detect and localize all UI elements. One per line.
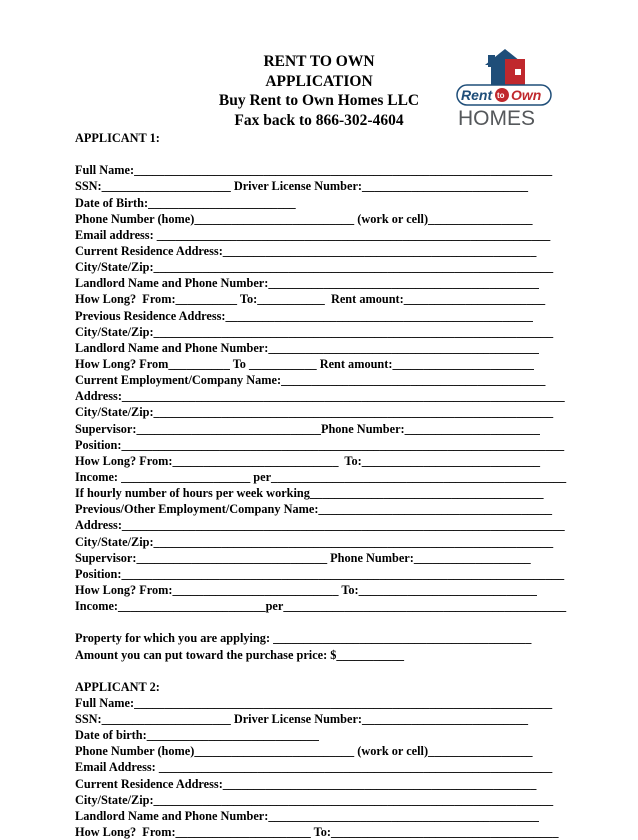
logo-text-own: Own — [511, 87, 542, 103]
a1-supervisor-field[interactable]: Supervisor:______________________________Phone Number:______________________ — [75, 421, 540, 436]
applicant-2-heading: APPLICANT 2: — [75, 679, 160, 694]
a1-prev-emp-address-field[interactable]: Address:________________________________________________________________________ — [75, 518, 565, 533]
a1-emp-address-field[interactable]: Address:________________________________________________________________________ — [75, 389, 565, 404]
a1-landlord-field[interactable]: Landlord Name and Phone Number:____________________________________________ — [75, 276, 539, 291]
a1-ssn-license-field[interactable]: SSN:_____________________ Driver License Number:___________________________ — [75, 179, 529, 194]
fax-number: Fax back to 866-302-4604 — [234, 111, 404, 129]
property-field[interactable]: Property for which you are applying: __________________________________________ — [75, 631, 532, 646]
a1-previous-address-field[interactable]: Previous Residence Address:__________________________________________________ — [75, 308, 533, 323]
a1-emp-city-state-zip-field[interactable]: City/State/Zip:_________________________________________________________________ — [75, 405, 554, 420]
applicant-1-heading: APPLICANT 1: — [75, 131, 160, 145]
a1-position-field[interactable]: Position:________________________________________________________________________ — [75, 437, 565, 452]
logo-house-left-icon — [491, 65, 505, 87]
a1-how-long-rent-field[interactable]: How Long? From:__________ To:___________ Rent amount:_______________________ — [75, 292, 546, 307]
a1-dob-field[interactable]: Date of Birth:________________________ — [75, 195, 296, 210]
a1-current-address-field[interactable]: Current Residence Address:___________________________________________________ — [75, 243, 537, 258]
a2-dob-field[interactable]: Date of birth:____________________________ — [75, 728, 319, 743]
a1-hours-field[interactable]: If hourly number of hours per week working______________________________________ — [75, 486, 544, 501]
logo-text-homes: HOMES — [458, 107, 536, 129]
a1-prev-landlord-field[interactable]: Landlord Name and Phone Number:____________________________________________ — [75, 340, 539, 355]
purchase-amount-field[interactable]: Amount you can put toward the purchase price: $___________ — [75, 647, 405, 662]
title-line-1: RENT TO OWN — [263, 53, 375, 70]
a2-ssn-license-field[interactable]: SSN:_____________________ Driver License Number:___________________________ — [75, 712, 529, 727]
a1-income-field[interactable]: Income: _____________________ per________________________________________________ — [75, 469, 567, 484]
a1-emp-how-long-field[interactable]: How Long? From:___________________________ To:_____________________________ — [75, 453, 541, 468]
a1-prev-how-long-rent-field[interactable]: How Long? From__________ To ___________ Rent amount:_______________________ — [75, 356, 534, 371]
a2-full-name-field[interactable]: Full Name:____________________________________________________________________ — [75, 695, 553, 710]
logo-window-icon — [515, 69, 521, 75]
application-form — [75, 130, 570, 840]
a1-prev-emp-city-field[interactable]: City/State/Zip:_________________________________________________________________ — [75, 534, 554, 549]
a1-email-field[interactable]: Email address: ________________________________________________________________ — [75, 227, 551, 242]
a2-city-state-zip-field[interactable]: City/State/Zip:_________________________________________________________________ — [75, 792, 554, 807]
a1-phone-field[interactable]: Phone Number (home)__________________________ (work or cell)_________________ — [75, 211, 533, 226]
a2-email-field[interactable]: Email Address: ________________________________________________________________ — [75, 760, 553, 775]
a1-prev-city-state-zip-field[interactable]: City/State/Zip:_________________________________________________________________ — [75, 324, 554, 339]
a2-current-address-field[interactable]: Current Residence Address:___________________________________________________ — [75, 776, 537, 791]
company-name: Buy Rent to Own Homes LLC — [218, 92, 420, 109]
a1-prev-supervisor-field[interactable]: Supervisor:_______________________________ Phone Number:___________________ — [75, 550, 531, 565]
a2-phone-field[interactable]: Phone Number (home)__________________________ (work or cell)_________________ — [75, 744, 533, 759]
a2-how-long-field[interactable]: How Long? From:______________________ To:_____________________________________ — [75, 825, 559, 840]
a1-full-name-field[interactable]: Full Name:____________________________________________________________________ — [75, 163, 553, 178]
a1-city-state-zip-field[interactable]: City/State/Zip:_________________________________________________________________ — [75, 260, 554, 275]
a1-prev-position-field[interactable]: Position:________________________________________________________________________ — [75, 566, 565, 581]
logo-text-to: to — [497, 91, 505, 100]
rent-to-own-homes-logo — [455, 45, 555, 129]
a1-prev-employment-field[interactable]: Previous/Other Employment/Company Name:______________________________________ — [75, 502, 553, 517]
a1-employment-field[interactable]: Current Employment/Company Name:___________________________________________ — [75, 373, 546, 388]
a2-landlord-field[interactable]: Landlord Name and Phone Number:____________________________________________ — [75, 808, 539, 823]
a1-prev-income-field[interactable]: Income:________________________per______________________________________________ — [75, 599, 567, 614]
a1-prev-emp-how-long-field[interactable]: How Long? From:___________________________ To:_____________________________ — [75, 582, 537, 597]
logo-text-rent: Rent — [461, 87, 493, 103]
title-line-2: APPLICATION — [265, 72, 373, 90]
